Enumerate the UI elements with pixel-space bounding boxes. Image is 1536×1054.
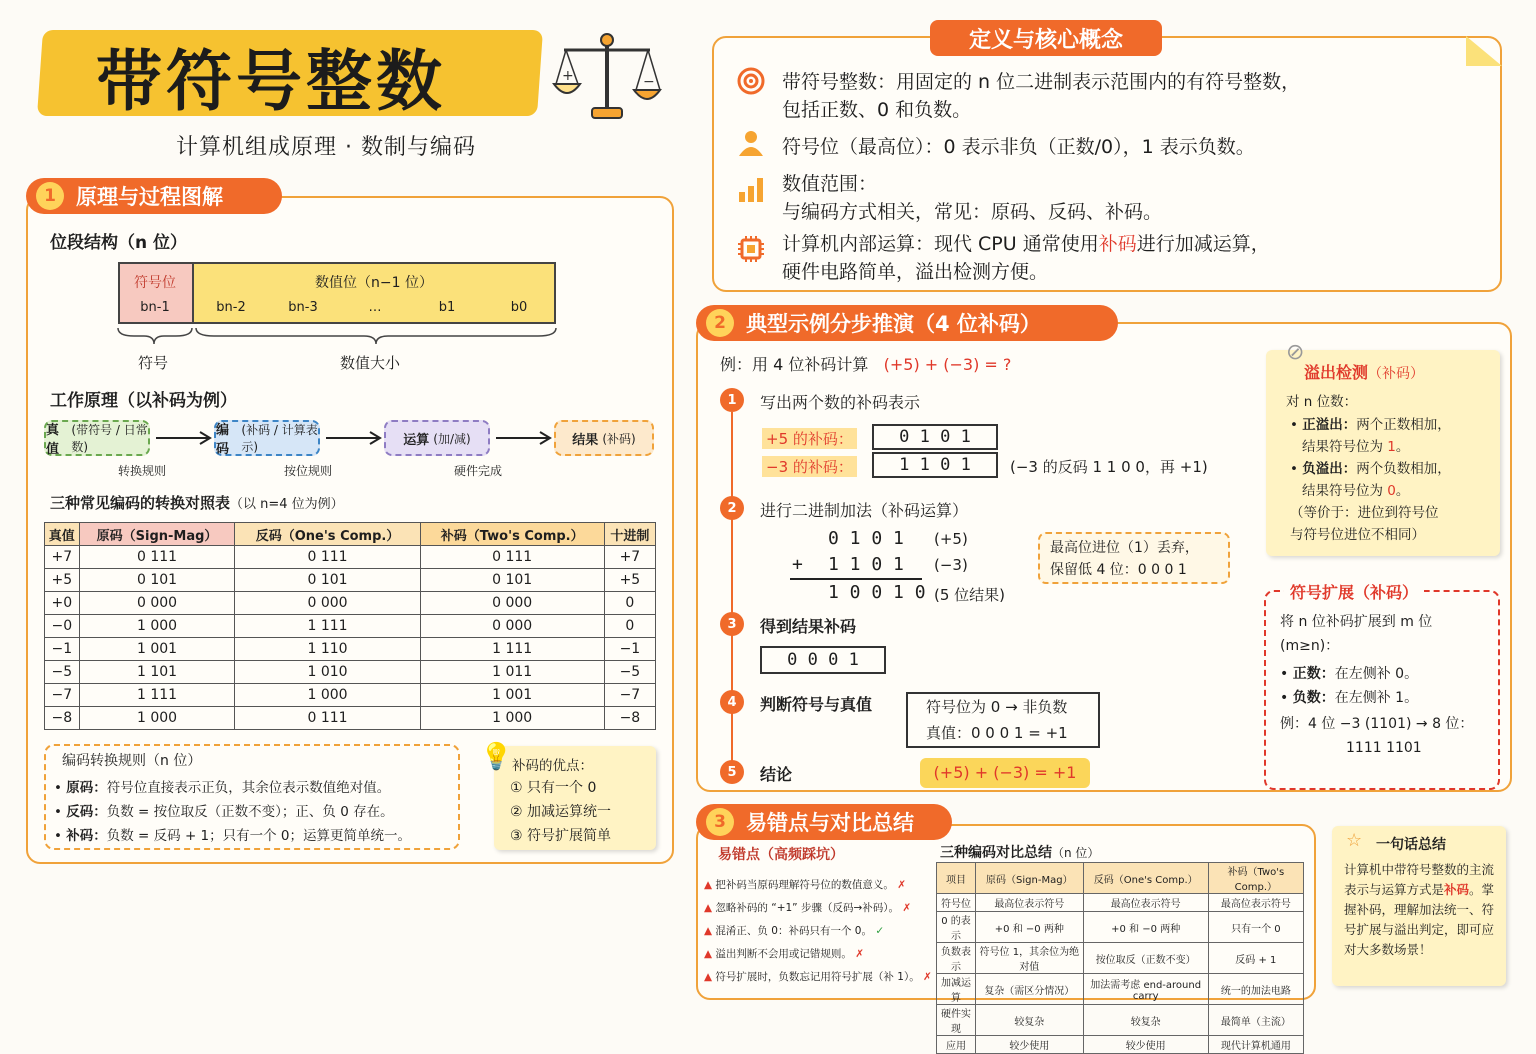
addend-a-note: (+5) <box>934 530 968 548</box>
sign-extension-title: 符号扩展（补码） <box>1284 580 1424 603</box>
plus5-label: +5 的补码： <box>762 428 857 449</box>
compare-cell: +0 和 −0 两种 <box>1083 912 1208 943</box>
section1-number: 1 <box>36 182 64 210</box>
step-number: 1 <box>720 388 744 412</box>
addend-b-note: (−3) <box>934 556 968 574</box>
compare-cell: 加减运算 <box>937 974 976 1005</box>
svg-text:−: − <box>643 74 655 90</box>
conversion-table <box>44 522 656 730</box>
table-cell: +0 <box>45 592 80 615</box>
minus3-label: −3 的补码： <box>762 456 857 477</box>
page-title: 带符号整数 <box>96 43 446 120</box>
definition-item-2: 符号位（最高位）：0 表示非负（正数/0），1 表示负数。 <box>782 136 1255 158</box>
bit-label: bn-1 <box>140 300 170 315</box>
table-header: 原码（Sign-Mag） <box>79 523 235 546</box>
table-cell: 0 000 <box>235 592 420 615</box>
svg-text:+: + <box>562 68 574 84</box>
rules-title: 编码转换规则（n 位） <box>58 750 205 770</box>
chip-icon <box>736 234 766 264</box>
table-cell: −7 <box>604 684 655 707</box>
step-number: 4 <box>720 690 744 714</box>
pitfall-item: ▲ 忽略补码的 “+1” 步骤（反码→补码）。 ✗ <box>704 902 912 914</box>
compare-cell: 最高位表示符号 <box>1083 894 1208 912</box>
table-cell: 1 010 <box>235 661 420 684</box>
pitfall-list <box>704 874 932 989</box>
bit-label: bn-3 <box>288 300 318 315</box>
rule-item: • 补码：负数 = 反码 + 1；只有一个 0；运算更简单统一。 <box>54 828 412 844</box>
step-text: 写出两个数的补码表示 <box>760 393 921 412</box>
rule-item: • 反码：负数 = 按位取反（正数不变）；正、负 0 存在。 <box>54 804 394 820</box>
compare-cell: 按位取反（正数不变） <box>1083 943 1208 974</box>
pitfall-item: ▲ 溢出判断不会用或记错规则。 ✗ <box>704 948 865 960</box>
advantages-title: 补码的优点： <box>512 758 593 774</box>
compare-row <box>937 974 1304 1005</box>
definition-item-3: 数值范围： 与编码方式相关，常见：原码、反码、补码。 <box>782 173 1163 223</box>
table-cell: 0 101 <box>79 569 235 592</box>
work-principle-title: 工作原理（以补码为例） <box>50 391 237 411</box>
sign-bit-label: 符号位 <box>134 275 176 291</box>
plus-operator: + <box>792 554 803 575</box>
table-cell: 1 111 <box>420 638 604 661</box>
conversion-table-title: 三种常见编码的转换对照表（以 n=4 位为例） <box>50 494 344 512</box>
table-cell: 1 110 <box>235 638 420 661</box>
table-row <box>45 684 656 707</box>
conclusion-value: (+5) + (−3) = +1 <box>920 758 1090 788</box>
table-cell: 1 000 <box>235 684 420 707</box>
table-cell: 1 000 <box>79 615 235 638</box>
table-cell: −8 <box>604 707 655 730</box>
advantages-list: ① 只有一个 0 ② 加减运算统一 ③ 符号扩展简单 <box>510 780 612 844</box>
table-cell: +7 <box>45 546 80 569</box>
compare-header: 反码（One's Comp.） <box>1083 863 1208 894</box>
compare-cell: 较复杂 <box>975 1005 1083 1036</box>
flow-box-encode: 编码 (补码 / 计算表示) <box>214 420 320 456</box>
flow-box-result: 结果 (补码) <box>554 420 654 456</box>
sum-value: 1 0 0 1 0 <box>828 582 926 603</box>
bit-label: … <box>368 300 382 315</box>
compare-header: 原码（Sign-Mag） <box>975 863 1083 894</box>
bit-label: b0 <box>510 300 528 315</box>
rule-item: • 原码：符号位直接表示正负，其余位表示数值绝对值。 <box>54 780 391 796</box>
bar-chart-icon <box>736 174 766 204</box>
brace-value-label: 数值大小 <box>340 354 401 372</box>
table-cell: 1 111 <box>79 684 235 707</box>
flow-caption: 硬件完成 <box>454 464 503 478</box>
table-cell: 0 000 <box>79 592 235 615</box>
page-subtitle: 计算机组成原理 · 数制与编码 <box>176 135 476 160</box>
compare-cell: 最简单（主流） <box>1208 1005 1303 1036</box>
section3-number: 3 <box>706 808 734 836</box>
judge-box: 符号位为 0 → 非负数 真值：0 0 0 1 = +1 <box>906 692 1100 748</box>
table-cell: 1 001 <box>420 684 604 707</box>
table-cell: 0 101 <box>420 569 604 592</box>
table-cell: 1 011 <box>420 661 604 684</box>
step-text: 结论 <box>760 765 793 784</box>
table-row <box>45 615 656 638</box>
table-row <box>45 707 656 730</box>
table-cell: 0 111 <box>235 546 420 569</box>
overflow-title: 溢出检测（补码） <box>1304 363 1425 382</box>
compare-row <box>937 912 1304 943</box>
table-cell: −5 <box>604 661 655 684</box>
table-header: 反码（One's Comp.） <box>235 523 420 546</box>
flow-box-compute: 运算 (加/减) <box>384 420 490 456</box>
compare-cell: 反码 + 1 <box>1208 943 1303 974</box>
result-value: 0 0 0 1 <box>760 646 886 674</box>
section1-header: 1 原理与过程图解 <box>26 178 282 214</box>
table-cell: 1 000 <box>420 707 604 730</box>
compare-table <box>936 862 1304 1054</box>
compare-cell: 统一的加法电路 <box>1208 974 1303 1005</box>
definition-item-1: 带符号整数：用固定的 n 位二进制表示范围内的有符号整数， 包括正数、0 和负数。 <box>782 71 1301 121</box>
bit-label: b1 <box>438 300 456 315</box>
step-number: 5 <box>720 760 744 784</box>
flow-box-true-value: 真值 (带符号 / 日常数) <box>44 420 150 456</box>
example-line: 例：用 4 位补码计算 (+5) + (−3) = ? <box>720 355 1012 374</box>
table-header: 补码（Two's Comp.） <box>420 523 604 546</box>
table-row <box>45 592 656 615</box>
balance-scale-icon <box>552 28 662 124</box>
table-cell: 0 <box>604 592 655 615</box>
compare-row <box>937 943 1304 974</box>
table-cell: −8 <box>45 707 80 730</box>
compare-cell: 现代计算机通用 <box>1208 1036 1303 1054</box>
compare-cell: 应用 <box>937 1036 976 1054</box>
table-cell: 0 111 <box>79 546 235 569</box>
compare-cell: 硬件实现 <box>937 1005 976 1036</box>
compare-cell: 较复杂 <box>1083 1005 1208 1036</box>
definition-item-4: 计算机内部运算：现代 CPU 通常使用补码进行加减运算， 硬件电路简单，溢出检测方便。 <box>782 233 1270 283</box>
pitfall-item: ▲ 把补码当原码理解符号位的数值意义。 ✗ <box>704 879 907 891</box>
table-cell: 0 101 <box>235 569 420 592</box>
compare-header: 补码（Two's Comp.） <box>1208 863 1303 894</box>
table-row <box>45 546 656 569</box>
step-text: 得到结果补码 <box>760 617 857 636</box>
compare-cell: 较少使用 <box>975 1036 1083 1054</box>
table-header: 十进制 <box>604 523 655 546</box>
addend-b: 1 1 0 1 <box>828 554 904 575</box>
star-icon: ☆ <box>1346 830 1363 851</box>
brace-lines <box>114 326 560 346</box>
table-header: 真值 <box>45 523 80 546</box>
compare-cell: 较少使用 <box>1083 1036 1208 1054</box>
table-cell: −1 <box>45 638 80 661</box>
table-cell: −1 <box>604 638 655 661</box>
compare-cell: 负数表示 <box>937 943 976 974</box>
table-cell: 1 001 <box>79 638 235 661</box>
minus3-note: (−3 的反码 1 1 0 0，再 +1) <box>1010 458 1208 476</box>
pitfall-item: ▲ 符号扩展时，负数忘记用符号扩展（补 1）。 ✗ <box>704 971 932 983</box>
table-cell: 0 111 <box>420 546 604 569</box>
table-cell: +5 <box>45 569 80 592</box>
compare-cell: 最高位表示符号 <box>975 894 1083 912</box>
table-cell: 0 000 <box>420 615 604 638</box>
compare-cell: 加法需考虑 end-around carry <box>1083 974 1208 1005</box>
overflow-intro: 对 n 位数： <box>1286 394 1358 410</box>
table-cell: 1 101 <box>79 661 235 684</box>
flow-caption: 按位规则 <box>284 464 333 478</box>
compare-row <box>937 1005 1304 1036</box>
sign-extension-body: 将 n 位补码扩展到 m 位 (m≥n)： • 正数：在左侧补 0。 • 负数：在左侧补 1。 例：4 位 −3 (1101) → 8 位： 1111 1101 <box>1280 614 1474 756</box>
sum-line <box>790 578 922 580</box>
value-bits-label: 数值位（n−1 位） <box>315 275 433 291</box>
table-cell: 0 000 <box>420 592 604 615</box>
minus3-value: 1 1 0 1 <box>872 452 998 478</box>
summary-title: 一句话总结 <box>1376 837 1446 853</box>
compare-cell: 最高位表示符号 <box>1208 894 1303 912</box>
table-cell: −7 <box>45 684 80 707</box>
compare-cell: 符号位 <box>937 894 976 912</box>
table-cell: +7 <box>604 546 655 569</box>
compare-cell: 只有一个 0 <box>1208 912 1303 943</box>
plus5-value: 0 1 0 1 <box>872 424 998 450</box>
table-row <box>45 661 656 684</box>
table-cell: 1 000 <box>79 707 235 730</box>
table-cell: −0 <box>45 615 80 638</box>
brace-sign-label: 符号 <box>138 354 169 372</box>
step-timeline <box>731 412 733 768</box>
table-cell: 0 <box>604 615 655 638</box>
target-icon <box>736 66 766 96</box>
bit-label: bn-2 <box>216 300 246 315</box>
flow-arrows <box>150 428 554 448</box>
compare-cell: +0 和 −0 两种 <box>975 912 1083 943</box>
table-cell: +5 <box>604 569 655 592</box>
compare-header: 项目 <box>937 863 976 894</box>
compare-title: 三种编码对比总结（n 位） <box>940 845 1100 861</box>
bit-structure-title: 位段结构（n 位） <box>50 233 188 253</box>
carry-note: 最高位进位（1）丢弃， 保留低 4 位：0 0 0 1 <box>1038 532 1230 584</box>
compare-row <box>937 894 1304 912</box>
person-icon <box>736 128 766 158</box>
compare-cell: 0 的表示 <box>937 912 976 943</box>
pitfall-item: ▲ 混淆正、负 0：补码只有一个 0。 ✓ <box>704 925 885 937</box>
lightbulb-icon: 💡 <box>480 742 513 772</box>
addend-a: 0 1 0 1 <box>828 528 904 549</box>
flow-caption: 转换规则 <box>118 464 167 478</box>
section3-header: 3 易错点与对比总结 <box>696 804 952 840</box>
section2-number: 2 <box>706 309 734 337</box>
table-row <box>45 638 656 661</box>
summary-text: 计算机中带符号整数的主流表示与运算方式是补码。掌握补码，理解加法统一、符号扩展与溢出判定，即可应对大多数场景！ <box>1344 862 1495 957</box>
table-cell: −5 <box>45 661 80 684</box>
rules-list <box>54 776 411 848</box>
step-text: 进行二进制加法（补码运算） <box>760 501 969 520</box>
sum-note: (5 位结果) <box>934 586 1006 604</box>
step-text: 判断符号与真值 <box>760 695 873 714</box>
step-number: 3 <box>720 612 744 636</box>
section2-header: 2 典型示例分步推演（4 位补码） <box>696 305 1118 341</box>
compare-cell: 符号位 1，其余位为绝对值 <box>975 943 1083 974</box>
table-cell: 0 111 <box>235 707 420 730</box>
pitfall-title: 易错点（高频踩坑） <box>718 847 844 863</box>
compare-row <box>937 1036 1304 1054</box>
overflow-list: • 正溢出：两个正数相加， 结果符号位为 1。 • 负溢出：两个负数相加， 结果符号位为 0。 （等价于：进位到符号位 与符号位进位不相同） <box>1290 417 1451 543</box>
table-cell: 1 111 <box>235 615 420 638</box>
table-row <box>45 569 656 592</box>
step-number: 2 <box>720 496 744 520</box>
definition-title: 定义与核心概念 <box>930 20 1162 56</box>
paperclip-icon: ⊘ <box>1286 340 1305 365</box>
compare-cell: 复杂（需区分情况） <box>975 974 1083 1005</box>
